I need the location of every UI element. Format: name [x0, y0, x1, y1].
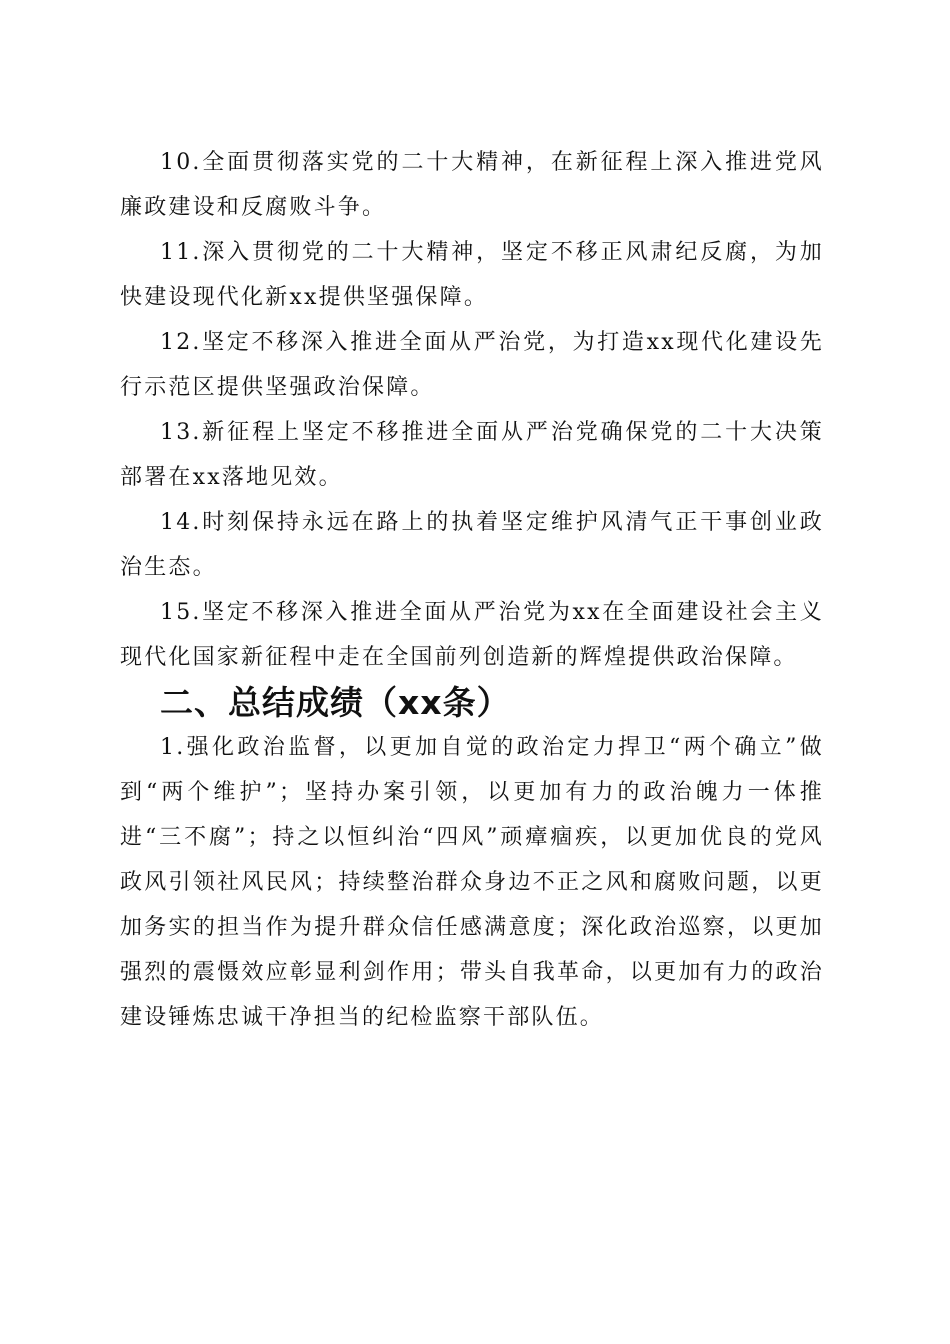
paragraph-item-10: 10.全面贯彻落实党的二十大精神，在新征程上深入推进党风廉政建设和反腐败斗争。: [120, 150, 824, 220]
paragraph-item-12: 12.坚定不移深入推进全面从严治党，为打造xx现代化建设先行示范区提供坚强政治保障。: [120, 330, 824, 400]
paragraph-item-15: 15.坚定不移深入推进全面从严治党为xx在全面建设社会主义现代化国家新征程中走在全国前列创造新的辉煌提供政治保障。: [120, 600, 824, 670]
paragraph-item-14: 14.时刻保持永远在路上的执着坚定维护风清气正干事创业政治生态。: [120, 510, 824, 580]
section-heading: 二、总结成绩（xx条）: [160, 683, 511, 722]
paragraph-achievement-1: 1.强化政治监督，以更加自觉的政治定力捍卫“两个确立”做到“两个维护”；坚持办案引领，以更加有力的政治魄力一体推进“三不腐”；持之以恒纠治“四风”顽瘴痼疾，以更加优良的党风政风引领社风民风；持续整治群众身边不正之风和腐败问题，以更加务实的担当作为提升群众信任感满意度；深化政治巡察，以更加强烈的震慑效应彰显利剑作用；带头自我革命，以更加有力的政治建设锤炼忠诚干净担当的纪检监察干部队伍。: [120, 735, 824, 1030]
paragraph-item-11: 11.深入贯彻党的二十大精神，坚定不移正风肃纪反腐，为加快建设现代化新xx提供坚强保障。: [120, 240, 824, 310]
document-page: [120, 140, 824, 1040]
paragraph-item-13: 13.新征程上坚定不移推进全面从严治党确保党的二十大决策部署在xx落地见效。: [120, 420, 824, 490]
